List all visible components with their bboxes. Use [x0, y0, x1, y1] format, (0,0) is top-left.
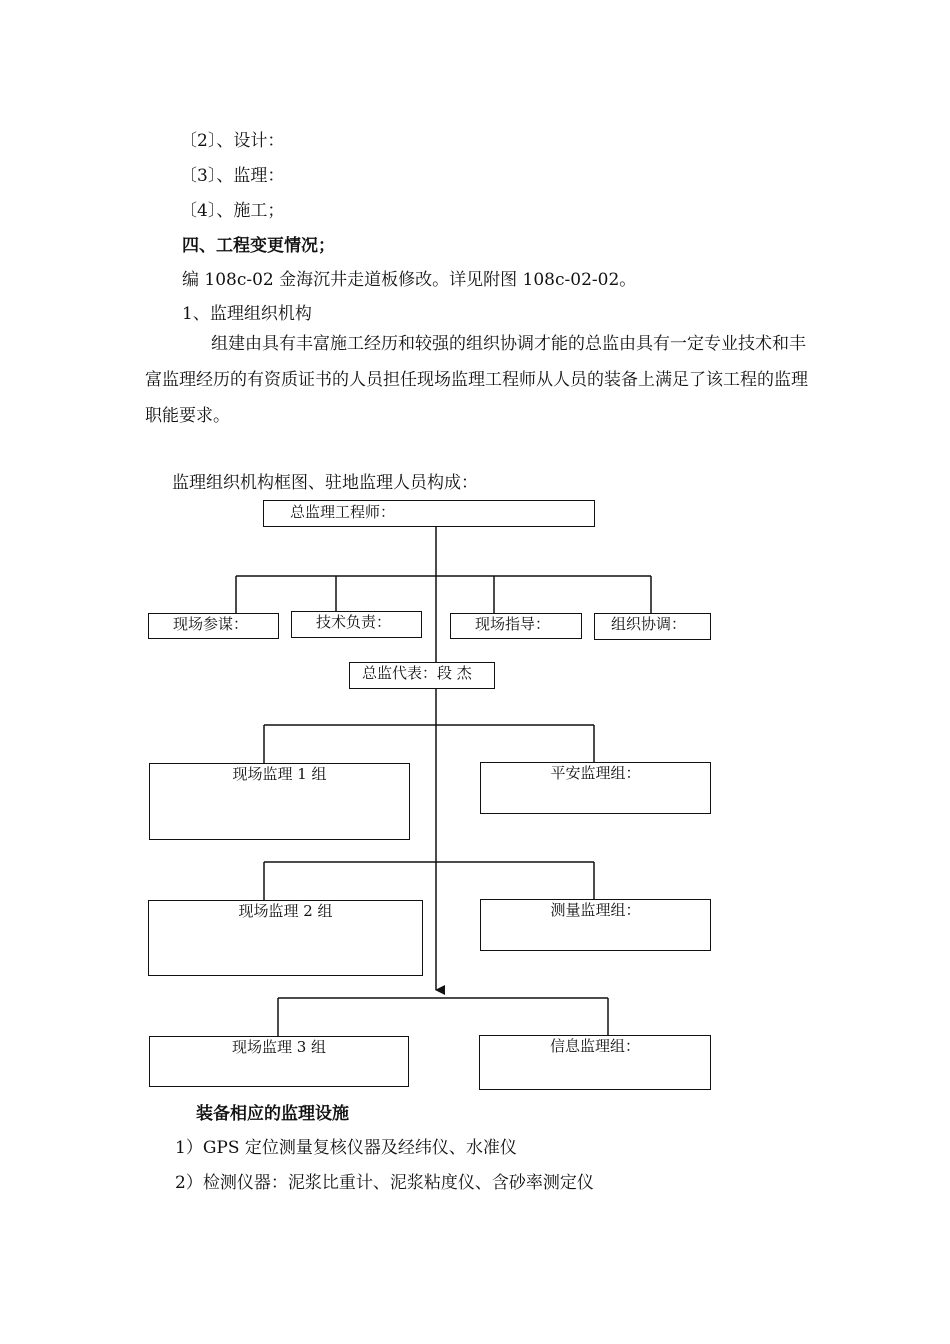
advisor-label-guidance: 现场指导：	[475, 615, 551, 633]
list-item-design: 〔2〕、设计：	[180, 131, 285, 151]
advisor-box-coordination	[594, 613, 711, 640]
site-group-3-label: 现场监理 3 组	[231, 1038, 327, 1056]
equipment-heading: 装备相应的监理设施	[196, 1104, 349, 1124]
site-group-1-box	[149, 763, 410, 840]
section-heading: 四、工程变更情况；	[182, 236, 335, 256]
list-item-supervision: 〔3〕、监理：	[180, 166, 285, 186]
advisor-box-guidance	[450, 613, 582, 639]
site-group-1-label: 现场监理 1 组	[232, 765, 327, 783]
subsection-title: 1、监理组织机构	[182, 304, 312, 324]
advisor-label-field: 现场参谋：	[173, 615, 249, 633]
chief-engineer-box	[263, 500, 595, 527]
advisor-label-technical: 技术负责：	[316, 613, 392, 631]
change-note: 编 108c-02 金海沉井走道板修改。详见附图 108c-02-02。	[182, 270, 637, 290]
equipment-item-1: 1）GPS 定位测量复核仪器及经纬仪、水准仪	[175, 1138, 517, 1158]
safety-group-label: 平安监理组：	[550, 764, 641, 782]
list-item-construction: 〔4〕、施工；	[180, 201, 285, 221]
deputy-label: 总监代表：段 杰	[362, 664, 472, 682]
chart-caption: 监理组织机构框图、驻地监理人员构成：	[172, 473, 478, 493]
info-group-label: 信息监理组：	[549, 1037, 640, 1055]
safety-group-box	[480, 762, 711, 814]
survey-group-box	[480, 899, 711, 951]
chief-engineer-label: 总监理工程师：	[290, 503, 396, 521]
site-group-3-box	[149, 1036, 409, 1087]
info-group-box	[479, 1035, 711, 1090]
advisor-label-coordination: 组织协调：	[611, 615, 687, 633]
advisor-box-field	[148, 613, 279, 639]
survey-group-label: 测量监理组：	[550, 901, 641, 919]
body-paragraph: 组建由具有丰富施工经历和较强的组织协调才能的总监由具有一定专业技术和丰富监理经历的有资质证书的人员担任现场监理工程师从人员的装备上满足了该工程的监理职能要求。	[145, 334, 808, 426]
advisor-box-technical	[291, 611, 422, 638]
site-group-2-box	[148, 900, 423, 976]
deputy-box	[349, 662, 495, 689]
site-group-2-label: 现场监理 2 组	[238, 902, 333, 920]
equipment-item-2: 2）检测仪器：泥浆比重计、泥浆粘度仪、含砂率测定仪	[175, 1173, 594, 1193]
